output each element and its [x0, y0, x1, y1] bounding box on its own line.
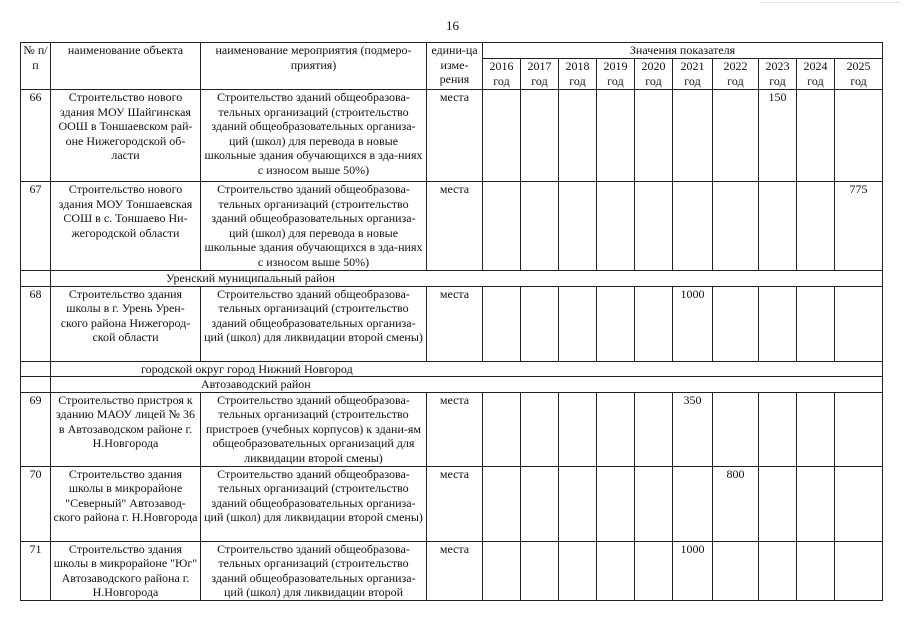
value-cell: [559, 90, 597, 182]
header-values-title: Значения показателя: [483, 43, 883, 59]
value-cell: 150: [759, 90, 797, 182]
event-name: Строительство зданий общеобразова-тельных организаций (строительство зданий общеобразовательных организа-ций (школ) для перевода в новые школьные здания обучающихся в зда-ниях с износом выше 50%): [201, 182, 427, 271]
value-cell: 800: [713, 466, 759, 541]
value-cell: 1000: [673, 541, 713, 600]
page-number: 16: [446, 18, 459, 33]
unit-cell: места: [427, 392, 483, 466]
header-object: наименование объекта: [51, 43, 201, 90]
object-name: Строительство нового здания МОУ Тоншаевская СОШ в с. Тоншаево Ни-жегородской области: [51, 182, 201, 271]
value-cell: [597, 182, 635, 271]
header-year: 2024 год: [797, 59, 835, 90]
value-cell: [797, 466, 835, 541]
value-cell: [521, 466, 559, 541]
header-year: 2023 год: [759, 59, 797, 90]
object-name: Строительство пристроя к зданию МАОУ лицей № 36 в Автозаводском районе г. Н.Новгорода: [51, 392, 201, 466]
value-cell: [635, 466, 673, 541]
value-cell: [597, 286, 635, 361]
object-name: Строительство нового здания МОУ Шайгинская ООШ в Тоншаевском рай-оне Нижегородской об-ласти: [51, 90, 201, 182]
table-row: [21, 466, 883, 541]
value-cell: [713, 286, 759, 361]
header-year: 2018 год: [559, 59, 597, 90]
header-year: 2019 год: [597, 59, 635, 90]
header-unit: едини-ца изме-рения: [427, 43, 483, 90]
section-row: [21, 361, 883, 377]
header-event: наименование мероприятия (подмеро-приятия): [201, 43, 427, 90]
header-year: 2017 год: [521, 59, 559, 90]
table-row: [21, 90, 883, 182]
header-year: 2021 год: [673, 59, 713, 90]
section-row: [21, 377, 883, 393]
value-cell: [713, 541, 759, 600]
unit-cell: места: [427, 90, 483, 182]
value-cell: [835, 466, 883, 541]
object-name: Строительство здания школы в г. Урень Урен-ского района Нижегород-ской области: [51, 286, 201, 361]
row-number: 70: [21, 466, 51, 541]
value-cell: [797, 182, 835, 271]
value-cell: [835, 286, 883, 361]
value-cell: [521, 286, 559, 361]
value-cell: [797, 90, 835, 182]
value-cell: [797, 541, 835, 600]
value-cell: [713, 182, 759, 271]
unit-cell: места: [427, 466, 483, 541]
header-year: 2022 год: [713, 59, 759, 90]
row-number: 67: [21, 182, 51, 271]
value-cell: [597, 466, 635, 541]
value-cell: [759, 182, 797, 271]
value-cell: [797, 286, 835, 361]
header-year: 2020 год: [635, 59, 673, 90]
value-cell: 350: [673, 392, 713, 466]
value-cell: [835, 392, 883, 466]
value-cell: [597, 90, 635, 182]
section-num-cell: [21, 271, 51, 287]
value-cell: 775: [835, 182, 883, 271]
value-cell: [521, 90, 559, 182]
value-cell: [713, 392, 759, 466]
value-cell: [559, 541, 597, 600]
table-row: [21, 182, 883, 271]
value-cell: [559, 466, 597, 541]
object-name: Строительство здания школы в микрорайоне "Юг" Автозаводского района г. Н.Новгорода: [51, 541, 201, 600]
value-cell: [597, 392, 635, 466]
value-cell: [635, 392, 673, 466]
section-num-cell: [21, 377, 51, 393]
value-cell: [673, 466, 713, 541]
row-number: 71: [21, 541, 51, 600]
value-cell: [673, 182, 713, 271]
value-cell: [759, 541, 797, 600]
row-number: 69: [21, 392, 51, 466]
row-number: 68: [21, 286, 51, 361]
value-cell: [483, 466, 521, 541]
value-cell: [483, 286, 521, 361]
value-cell: [635, 90, 673, 182]
value-cell: [835, 541, 883, 600]
value-cell: [713, 90, 759, 182]
event-name: Строительство зданий общеобразова-тельных организаций (строительство зданий общеобразовательных организа-ций (школ) для ликвидации второй: [201, 541, 427, 600]
object-name: Строительство здания школы в микрорайоне "Северный" Автозавод-ского района г. Н.Новгорода: [51, 466, 201, 541]
value-cell: [521, 541, 559, 600]
event-name: Строительство зданий общеобразова-тельных организаций (строительство пристроев (учебных корпусов) к здани-ям общеобразовательных организаций для ликвидации второй смены): [201, 392, 427, 466]
scan-edge-mark: [760, 2, 900, 3]
value-cell: [559, 286, 597, 361]
header-year: 2016 год: [483, 59, 521, 90]
value-cell: [835, 90, 883, 182]
section-label: городской округ город Нижний Новгород: [51, 361, 883, 377]
header-num: № п/п: [21, 43, 51, 90]
value-cell: [483, 541, 521, 600]
event-name: Строительство зданий общеобразова-тельных организаций (строительство зданий общеобразовательных организа-ций (школ) для ликвидации второй смены): [201, 466, 427, 541]
value-cell: [597, 541, 635, 600]
table-row: [21, 392, 883, 466]
value-cell: [759, 392, 797, 466]
value-cell: [673, 90, 713, 182]
value-cell: [559, 392, 597, 466]
unit-cell: места: [427, 541, 483, 600]
table-row: [21, 541, 883, 600]
unit-cell: места: [427, 182, 483, 271]
indicators-table: [20, 42, 883, 601]
section-label: Автозаводский район: [51, 377, 883, 393]
value-cell: [759, 286, 797, 361]
value-cell: [797, 392, 835, 466]
event-name: Строительство зданий общеобразова-тельных организаций (строительство зданий общеобразовательных организа-ций (школ) для ликвидации второй смены): [201, 286, 427, 361]
section-label: Уренский муниципальный район: [51, 271, 883, 287]
value-cell: [635, 182, 673, 271]
value-cell: [521, 182, 559, 271]
value-cell: [483, 392, 521, 466]
value-cell: [635, 286, 673, 361]
value-cell: [759, 466, 797, 541]
value-cell: [483, 90, 521, 182]
table-row: [21, 286, 883, 361]
header-year: 2025 год: [835, 59, 883, 90]
value-cell: [521, 392, 559, 466]
value-cell: [483, 182, 521, 271]
unit-cell: места: [427, 286, 483, 361]
value-cell: 1000: [673, 286, 713, 361]
section-num-cell: [21, 361, 51, 377]
row-number: 66: [21, 90, 51, 182]
section-row: [21, 271, 883, 287]
value-cell: [559, 182, 597, 271]
value-cell: [635, 541, 673, 600]
event-name: Строительство зданий общеобразова-тельных организаций (строительство зданий общеобразовательных организа-ций (школ) для перевода в новые школьные здания обучающихся в зда-ниях с износом выше 50%): [201, 90, 427, 182]
